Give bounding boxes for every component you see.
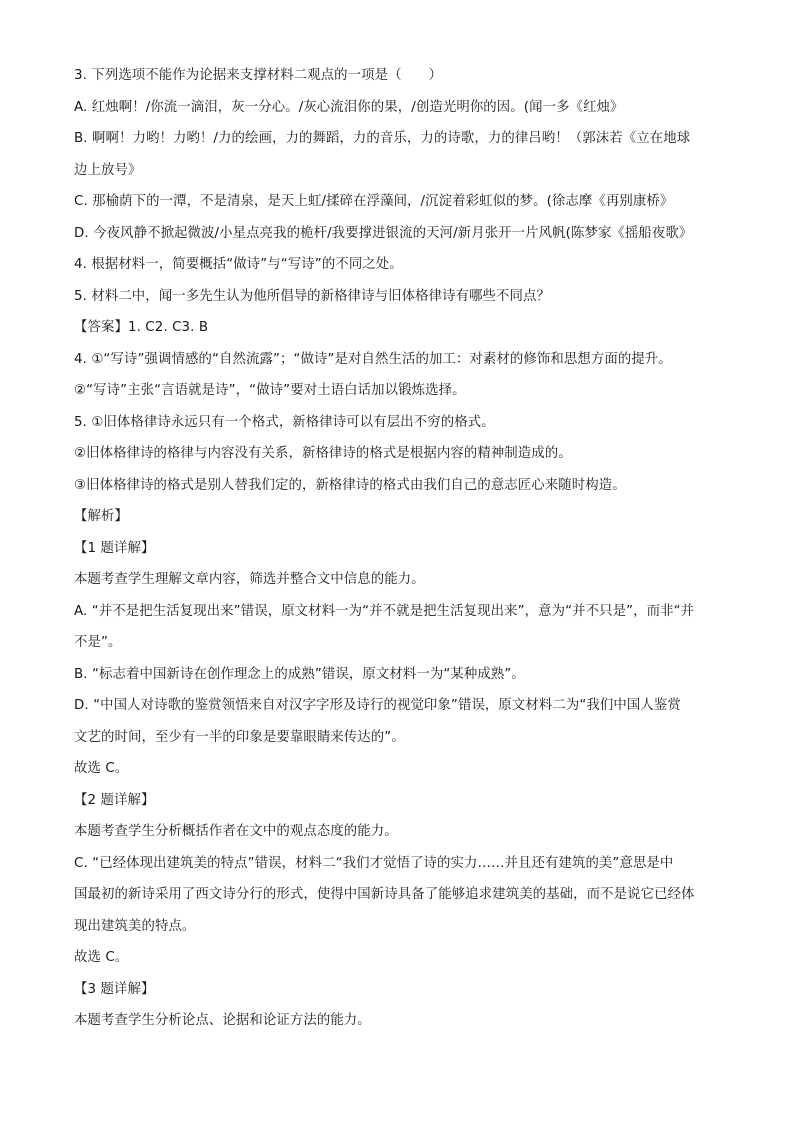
q1-option-a-analysis: A. “并不是把生活复现出来”错误，原文材料一为“并不就是把生活复现出来”，意为“并不只是”，而非“并 [74, 604, 695, 619]
q1-option-d-analysis: D. “中国人对诗歌的鉴赏领悟来自对汉字字形及诗行的视觉印象”错误，原文材料二为“我们中国人鉴赏 [74, 698, 681, 713]
q1-detail-intro: 本题考查学生理解文章内容，筛选并整合文中信息的能力。 [74, 572, 425, 587]
q3-detail-intro: 本题考查学生分析论点、论据和论证方法的能力。 [74, 1013, 371, 1028]
q1-option-a-continued: 不是”。 [74, 635, 122, 650]
answer-heading: 【答案】1. C2. C3. B [74, 320, 209, 335]
option-a: A. 红烛啊！/你流一滴泪，灰一分心。/灰心流泪你的果，/创造光明你的因。(闻一多《红烛》 [74, 100, 624, 115]
analysis-heading: 【解析】 [74, 509, 128, 524]
q2-option-c-end: 现出建筑美的特点。 [74, 919, 196, 934]
q3-detail-heading: 【3 题详解】 [74, 982, 155, 997]
answer-4-point-2: ②“写诗”主张“言语就是诗”，“做诗”要对土语白话加以锻炼选择。 [74, 383, 466, 398]
question-5-stem: 5. 材料二中，闻一多先生认为他所倡导的新格律诗与旧体格律诗有哪些不同点？ [74, 289, 551, 304]
option-c: C. 那榆荫下的一潭，不是清泉，是天上虹/揉碎在浮藻间，/沉淀着彩虹似的梦。(徐志摩《再别康桥》 [74, 194, 674, 209]
question-4-stem: 4. 根据材料一，简要概括“做诗”与“写诗”的不同之处。 [74, 257, 403, 272]
question-3-stem: 3. 下列选项不能作为论据来支撑材料二观点的一项是（ ） [74, 68, 443, 83]
q1-detail-heading: 【1 题详解】 [74, 541, 155, 556]
answer-4-point-1: 4. ①“写诗”强调情感的“自然流露”；“做诗”是对自然生活的加工：对素材的修饰和思想方面的提升。 [74, 352, 672, 367]
q1-conclusion: 故选 C。 [74, 761, 129, 776]
q2-option-c-analysis: C. “已经体现出建筑美的特点”错误，材料二“我们才觉悟了诗的实力……并且还有建筑的美”意思是中 [74, 856, 674, 871]
option-b: B. 啊啊！力哟！力哟！/力的绘画，力的舞蹈，力的音乐，力的诗歌，力的律吕哟！（郭沫若《立在地球 [74, 131, 691, 146]
q1-option-b-analysis: B. “标志着中国新诗在创作理念上的成熟”错误，原文材料一为“某种成熟”。 [74, 667, 525, 682]
q2-option-c-continued: 国最初的新诗采用了西文诗分行的形式，使得中国新诗具备了能够追求建筑美的基础，而不是说它已经体 [74, 887, 695, 902]
answer-5-point-1: 5. ①旧体格律诗永远只有一个格式，新格律诗可以有层出不穷的格式。 [74, 415, 495, 430]
q2-detail-heading: 【2 题详解】 [74, 793, 155, 808]
option-d: D. 今夜风静不掀起微波/小星点亮我的桅杆/我要撑进银流的天河/新月张开一片风帆(陈梦家《摇船夜歌》 [74, 226, 693, 241]
answer-5-point-3: ③旧体格律诗的格式是别人替我们定的，新格律诗的格式由我们自己的意志匠心来随时构造。 [74, 478, 626, 493]
q2-detail-intro: 本题考查学生分析概括作者在文中的观点态度的能力。 [74, 824, 398, 839]
q1-option-d-continued: 文艺的时间，至少有一半的印象是要靠眼睛来传达的”。 [74, 730, 405, 745]
option-b-continued: 边上放号》 [74, 163, 142, 178]
answer-5-point-2: ②旧体格律诗的格律与内容没有关系，新格律诗的格式是根据内容的精神制造成的。 [74, 446, 572, 461]
q2-conclusion: 故选 C。 [74, 950, 129, 965]
